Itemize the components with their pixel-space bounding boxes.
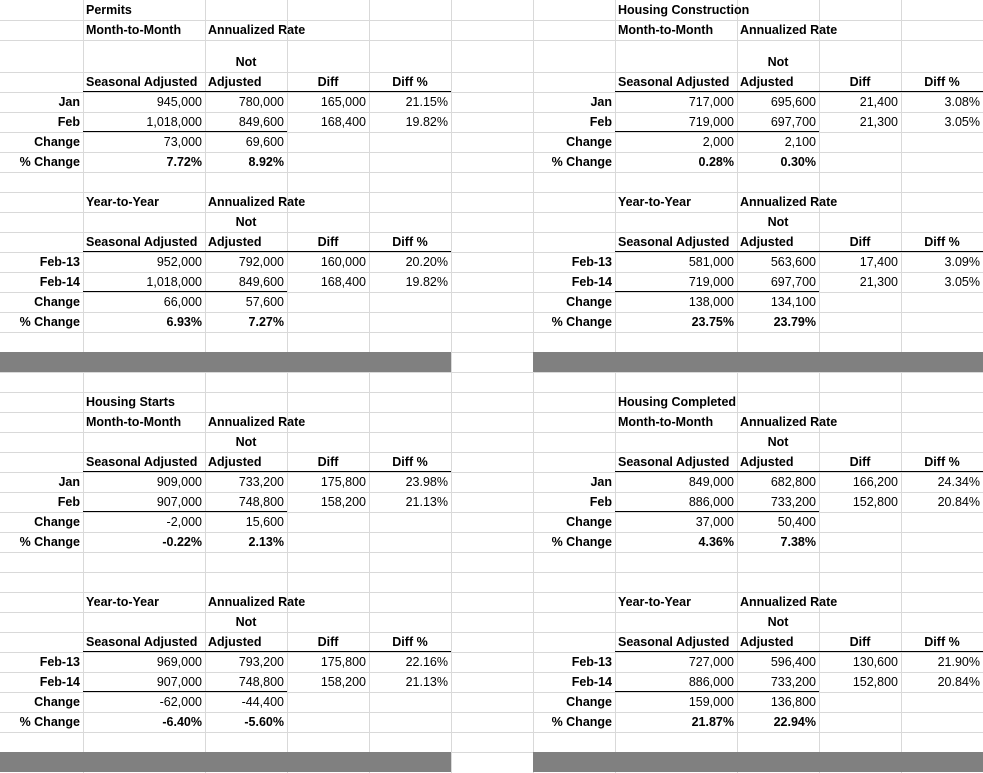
pct-change-label: % Change (19, 535, 80, 549)
period-label: Month-to-Month (86, 415, 182, 429)
value-seasonal-adjusted: 909,000 (156, 475, 202, 489)
value-seasonal-adjusted: 952,000 (156, 255, 202, 269)
value-diff-pct: 23.98% (405, 475, 448, 489)
header-not: Not (235, 215, 257, 229)
value-not-adjusted: 780,000 (238, 95, 284, 109)
period-label: Month-to-Month (86, 23, 182, 37)
change-seasonal-adjusted: 138,000 (688, 295, 734, 309)
row-label: Feb (57, 495, 80, 509)
pct-change-label: % Change (551, 155, 612, 169)
header-diff-pct: Diff % (392, 235, 428, 249)
value-seasonal-adjusted: 717,000 (688, 95, 734, 109)
row-label: Feb (589, 495, 612, 509)
change-not-adjusted: 57,600 (245, 295, 284, 309)
value-diff: 175,800 (320, 475, 366, 489)
row-label: Feb (57, 115, 80, 129)
header-seasonal-adjusted: Seasonal Adjusted (618, 635, 730, 649)
pct-change-seasonal-adjusted: -6.40% (162, 715, 202, 729)
value-diff-pct: 21.13% (405, 675, 448, 689)
change-seasonal-adjusted: 2,000 (702, 135, 734, 149)
header-adjusted: Adjusted (208, 75, 262, 89)
value-seasonal-adjusted: 581,000 (688, 255, 734, 269)
gridline-vertical (451, 0, 452, 773)
section-separator-bar (0, 752, 451, 772)
period-label: Month-to-Month (618, 23, 714, 37)
value-diff-pct: 21.90% (937, 655, 980, 669)
period-label: Month-to-Month (618, 415, 714, 429)
section-title: Housing Starts (86, 395, 175, 409)
header-seasonal-adjusted: Seasonal Adjusted (86, 75, 198, 89)
row-label: Feb (589, 115, 612, 129)
value-diff-pct: 20.84% (937, 675, 980, 689)
value-diff-pct: 21.13% (405, 495, 448, 509)
header-seasonal-adjusted: Seasonal Adjusted (618, 235, 730, 249)
pct-change-label: % Change (19, 315, 80, 329)
row-label: Feb-13 (571, 655, 612, 669)
value-not-adjusted: 748,800 (238, 675, 284, 689)
pct-change-label: % Change (19, 715, 80, 729)
header-diff: Diff (849, 635, 871, 649)
header-adjusted: Adjusted (208, 635, 262, 649)
change-not-adjusted: 50,400 (777, 515, 816, 529)
value-diff: 152,800 (852, 675, 898, 689)
value-diff: 21,300 (859, 275, 898, 289)
change-seasonal-adjusted: 73,000 (163, 135, 202, 149)
value-seasonal-adjusted: 849,000 (688, 475, 734, 489)
pct-change-seasonal-adjusted: 21.87% (691, 715, 734, 729)
pct-change-seasonal-adjusted: 4.36% (698, 535, 734, 549)
header-not: Not (767, 55, 789, 69)
gridline-horizontal (0, 40, 983, 41)
header-not: Not (767, 435, 789, 449)
header-diff: Diff (317, 75, 339, 89)
rate-label: Annualized Rate (740, 595, 838, 609)
value-diff-pct: 22.16% (405, 655, 448, 669)
value-diff: 152,800 (852, 495, 898, 509)
rate-label: Annualized Rate (208, 195, 306, 209)
gridline-horizontal (0, 732, 983, 733)
header-seasonal-adjusted: Seasonal Adjusted (86, 235, 198, 249)
value-diff-pct: 20.84% (937, 495, 980, 509)
change-not-adjusted: 134,100 (770, 295, 816, 309)
header-diff: Diff (317, 235, 339, 249)
row-label: Feb-13 (571, 255, 612, 269)
value-diff-pct: 20.20% (405, 255, 448, 269)
header-diff: Diff (849, 235, 871, 249)
header-adjusted: Adjusted (208, 235, 262, 249)
value-diff: 158,200 (320, 675, 366, 689)
change-not-adjusted: 69,600 (245, 135, 284, 149)
gridline-horizontal (0, 332, 983, 333)
gridline-horizontal (0, 572, 983, 573)
value-not-adjusted: 695,600 (770, 95, 816, 109)
header-adjusted: Adjusted (740, 635, 794, 649)
value-diff: 166,200 (852, 475, 898, 489)
rate-label: Annualized Rate (740, 195, 838, 209)
header-diff-pct: Diff % (392, 635, 428, 649)
gridline-horizontal (0, 372, 983, 373)
value-seasonal-adjusted: 719,000 (688, 115, 734, 129)
change-label: Change (566, 295, 612, 309)
change-label: Change (34, 695, 80, 709)
gridline-horizontal (0, 552, 983, 553)
rate-label: Annualized Rate (740, 415, 838, 429)
value-seasonal-adjusted: 1,018,000 (146, 275, 202, 289)
change-label: Change (566, 695, 612, 709)
change-label: Change (566, 515, 612, 529)
change-not-adjusted: -44,400 (241, 695, 284, 709)
header-adjusted: Adjusted (740, 75, 794, 89)
value-seasonal-adjusted: 727,000 (688, 655, 734, 669)
value-diff-pct: 3.09% (944, 255, 980, 269)
header-diff: Diff (317, 455, 339, 469)
pct-change-label: % Change (551, 315, 612, 329)
header-not: Not (235, 55, 257, 69)
value-seasonal-adjusted: 907,000 (156, 495, 202, 509)
value-diff-pct: 3.05% (944, 115, 980, 129)
value-diff: 21,400 (859, 95, 898, 109)
header-seasonal-adjusted: Seasonal Adjusted (86, 635, 198, 649)
header-seasonal-adjusted: Seasonal Adjusted (618, 75, 730, 89)
value-not-adjusted: 563,600 (770, 255, 816, 269)
value-diff-pct: 3.05% (944, 275, 980, 289)
value-diff: 168,400 (320, 275, 366, 289)
row-label: Feb-13 (39, 255, 80, 269)
header-seasonal-adjusted: Seasonal Adjusted (618, 455, 730, 469)
period-label: Year-to-Year (618, 195, 691, 209)
rate-label: Annualized Rate (208, 23, 306, 37)
row-label: Feb-13 (39, 655, 80, 669)
value-diff: 21,300 (859, 115, 898, 129)
header-not: Not (235, 435, 257, 449)
value-diff-pct: 3.08% (944, 95, 980, 109)
row-label: Feb-14 (571, 675, 612, 689)
header-adjusted: Adjusted (208, 455, 262, 469)
header-not: Not (767, 615, 789, 629)
value-not-adjusted: 748,800 (238, 495, 284, 509)
value-diff: 168,400 (320, 115, 366, 129)
value-seasonal-adjusted: 1,018,000 (146, 115, 202, 129)
value-seasonal-adjusted: 886,000 (688, 675, 734, 689)
change-not-adjusted: 2,100 (784, 135, 816, 149)
section-separator-bar (533, 352, 983, 372)
header-adjusted: Adjusted (740, 455, 794, 469)
row-label: Feb-14 (39, 675, 80, 689)
pct-change-seasonal-adjusted: 6.93% (166, 315, 202, 329)
header-diff-pct: Diff % (392, 455, 428, 469)
value-diff-pct: 19.82% (405, 275, 448, 289)
pct-change-not-adjusted: 22.94% (773, 715, 816, 729)
header-diff-pct: Diff % (924, 635, 960, 649)
value-not-adjusted: 733,200 (238, 475, 284, 489)
header-diff-pct: Diff % (924, 75, 960, 89)
header-diff-pct: Diff % (924, 455, 960, 469)
row-label: Feb-14 (571, 275, 612, 289)
pct-change-seasonal-adjusted: -0.22% (162, 535, 202, 549)
change-seasonal-adjusted: -2,000 (166, 515, 202, 529)
pct-change-not-adjusted: 8.92% (248, 155, 284, 169)
pct-change-not-adjusted: 2.13% (248, 535, 284, 549)
pct-change-label: % Change (551, 535, 612, 549)
row-label: Jan (58, 475, 80, 489)
pct-change-not-adjusted: -5.60% (244, 715, 284, 729)
value-seasonal-adjusted: 969,000 (156, 655, 202, 669)
value-seasonal-adjusted: 886,000 (688, 495, 734, 509)
row-label: Feb-14 (39, 275, 80, 289)
value-diff-pct: 24.34% (937, 475, 980, 489)
value-diff-pct: 21.15% (405, 95, 448, 109)
section-title: Housing Completed (618, 395, 737, 409)
change-label: Change (566, 135, 612, 149)
value-not-adjusted: 733,200 (770, 675, 816, 689)
gridline-horizontal (0, 432, 983, 433)
section-title: Housing Construction (618, 3, 750, 17)
pct-change-not-adjusted: 23.79% (773, 315, 816, 329)
gridline-horizontal (0, 612, 983, 613)
change-seasonal-adjusted: 159,000 (688, 695, 734, 709)
row-label: Jan (590, 95, 612, 109)
value-diff: 160,000 (320, 255, 366, 269)
period-label: Year-to-Year (86, 195, 159, 209)
value-not-adjusted: 792,000 (238, 255, 284, 269)
value-not-adjusted: 682,800 (770, 475, 816, 489)
section-separator-bar (0, 352, 451, 372)
section-title: Permits (86, 3, 132, 17)
value-not-adjusted: 697,700 (770, 115, 816, 129)
value-diff: 165,000 (320, 95, 366, 109)
pct-change-seasonal-adjusted: 7.72% (166, 155, 202, 169)
rate-label: Annualized Rate (208, 415, 306, 429)
section-separator-bar (533, 752, 983, 772)
period-label: Year-to-Year (618, 595, 691, 609)
value-seasonal-adjusted: 945,000 (156, 95, 202, 109)
value-not-adjusted: 697,700 (770, 275, 816, 289)
header-diff: Diff (849, 75, 871, 89)
period-label: Year-to-Year (86, 595, 159, 609)
change-label: Change (34, 135, 80, 149)
pct-change-not-adjusted: 0.30% (780, 155, 816, 169)
value-diff: 130,600 (852, 655, 898, 669)
row-label: Jan (590, 475, 612, 489)
value-seasonal-adjusted: 719,000 (688, 275, 734, 289)
change-label: Change (34, 515, 80, 529)
header-adjusted: Adjusted (740, 235, 794, 249)
header-not: Not (767, 215, 789, 229)
value-diff: 175,800 (320, 655, 366, 669)
pct-change-label: % Change (551, 715, 612, 729)
value-diff: 17,400 (859, 255, 898, 269)
value-not-adjusted: 849,600 (238, 115, 284, 129)
value-seasonal-adjusted: 907,000 (156, 675, 202, 689)
change-seasonal-adjusted: 37,000 (695, 515, 734, 529)
change-seasonal-adjusted: 66,000 (163, 295, 202, 309)
rate-label: Annualized Rate (740, 23, 838, 37)
value-not-adjusted: 733,200 (770, 495, 816, 509)
gridline-horizontal (0, 172, 983, 173)
pct-change-seasonal-adjusted: 0.28% (698, 155, 734, 169)
gridline-horizontal (0, 212, 983, 213)
header-seasonal-adjusted: Seasonal Adjusted (86, 455, 198, 469)
value-not-adjusted: 793,200 (238, 655, 284, 669)
header-diff: Diff (317, 635, 339, 649)
change-not-adjusted: 15,600 (245, 515, 284, 529)
header-diff: Diff (849, 455, 871, 469)
value-diff: 158,200 (320, 495, 366, 509)
pct-change-not-adjusted: 7.27% (248, 315, 284, 329)
value-diff-pct: 19.82% (405, 115, 448, 129)
change-seasonal-adjusted: -62,000 (159, 695, 202, 709)
pct-change-label: % Change (19, 155, 80, 169)
value-not-adjusted: 596,400 (770, 655, 816, 669)
header-diff-pct: Diff % (924, 235, 960, 249)
header-not: Not (235, 615, 257, 629)
pct-change-seasonal-adjusted: 23.75% (691, 315, 734, 329)
value-not-adjusted: 849,600 (238, 275, 284, 289)
pct-change-not-adjusted: 7.38% (780, 535, 816, 549)
row-label: Jan (58, 95, 80, 109)
rate-label: Annualized Rate (208, 595, 306, 609)
change-label: Change (34, 295, 80, 309)
change-not-adjusted: 136,800 (770, 695, 816, 709)
header-diff-pct: Diff % (392, 75, 428, 89)
